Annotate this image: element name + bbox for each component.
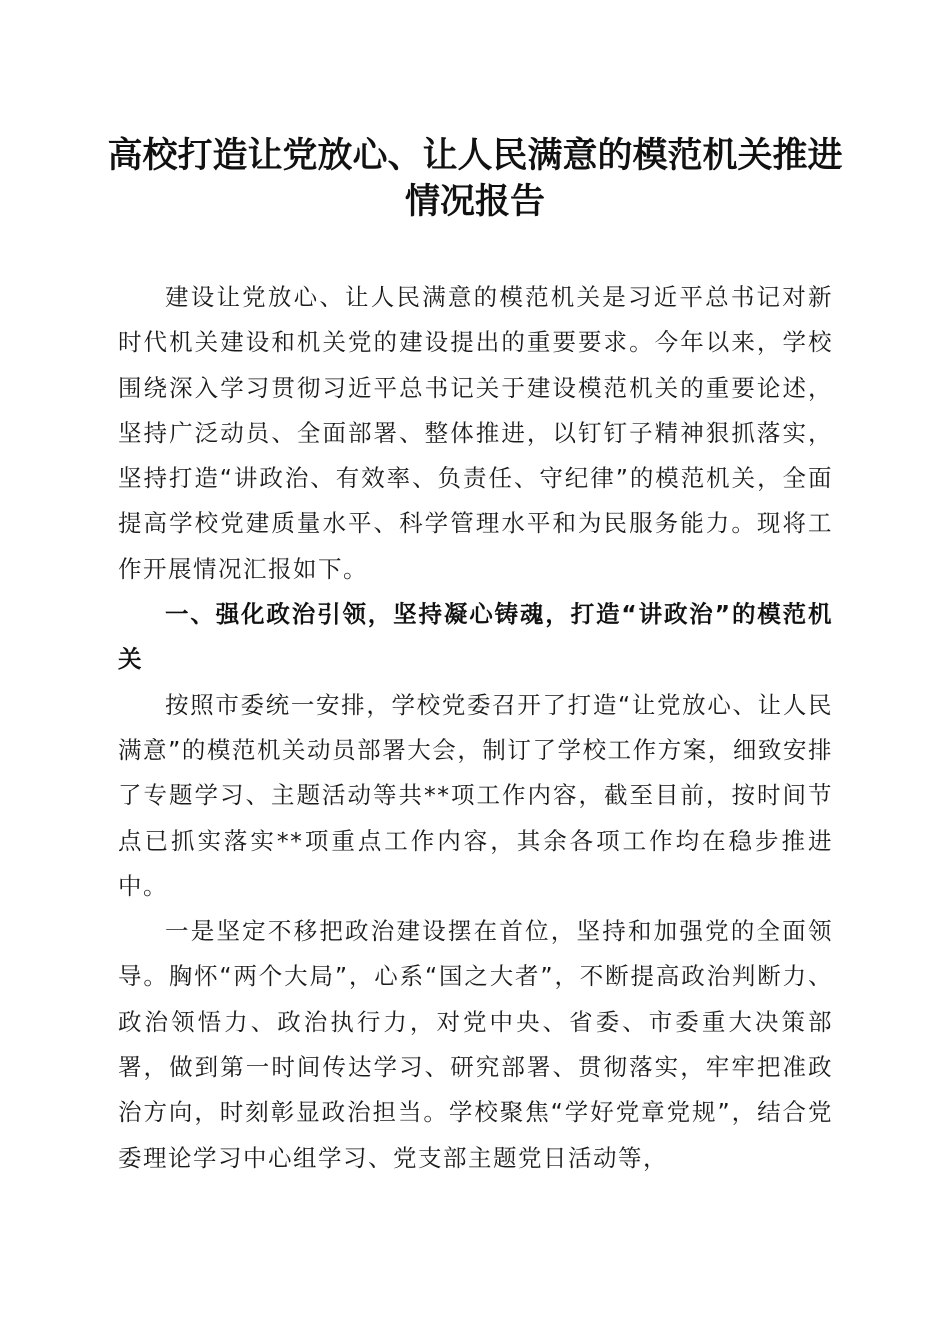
document-title: 高校打造让党放心、让人民满意的模范机关推进情况报告 (107, 135, 843, 222)
section-1-paragraph-2: 一是坚定不移把政治建设摆在首位，坚持和加强党的全面领导。胸怀“两个大局”，心系“国之大者”，不断提高政治判断力、政治领悟力、政治执行力，对党中央、省委、市委重大决策部署，做到第一时间传达学习、研究部署、贯彻落实，牢牢把准政治方向，时刻彰显政治担当。学校聚焦“学好党章党规”，结合党委理论学习中心组学习、党支部主题党日活动等， (118, 917, 833, 1172)
section-heading-1: 一、强化政治引领，坚持凝心铸魂，打造“讲政治”的模范机关 (118, 600, 833, 674)
intro-paragraph: 建设让党放心、让人民满意的模范机关是习近平总书记对新时代机关建设和机关党的建设提出的重要要求。今年以来，学校围绕深入学习贯彻习近平总书记关于建设模范机关的重要论述，坚持广泛动员、全面部署、整体推进，以钉钉子精神狠抓落实，坚持打造“讲政治、有效率、负责任、守纪律”的模范机关，全面提高学校党建质量水平、科学管理水平和为民服务能力。现将工作开展情况汇报如下。 (118, 283, 833, 583)
section-1-paragraph-1: 按照市委统一安排，学校党委召开了打造“让党放心、让人民满意”的模范机关动员部署大会，制订了学校工作方案，细致安排了专题学习、主题活动等共**项工作内容，截至目前，按时间节点已抓实落实**项重点工作内容，其余各项工作均在稳步推进中。 (118, 690, 833, 900)
document-body (118, 275, 833, 1181)
